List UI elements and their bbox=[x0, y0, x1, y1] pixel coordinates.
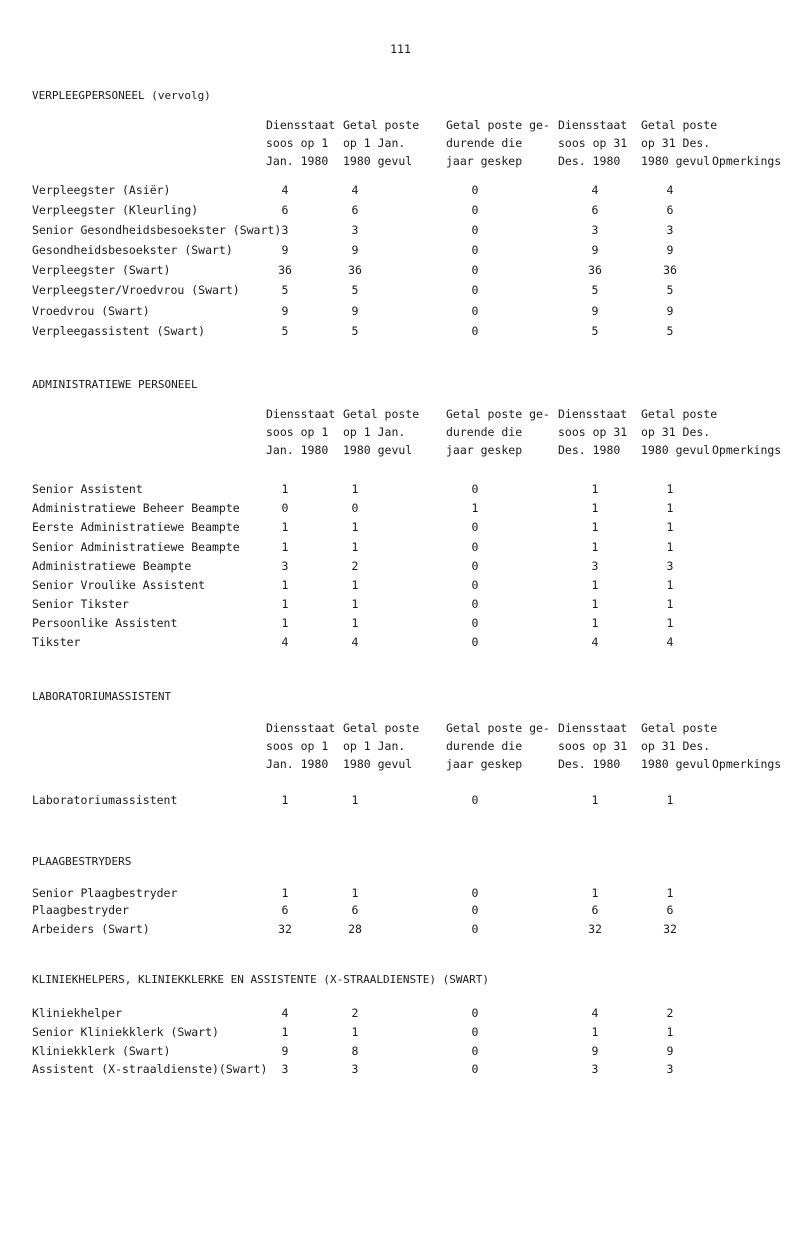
cell-value: 0 bbox=[471, 886, 479, 900]
row-label: Senior Gesondheidsbesoekster (Swart) bbox=[32, 223, 282, 237]
row-label: Kliniekklerk (Swart) bbox=[32, 1044, 171, 1058]
column-header-line: Getal poste ge- bbox=[446, 407, 550, 421]
column-header-line: Opmerkings bbox=[712, 154, 782, 168]
cell-value: 1 bbox=[591, 886, 599, 900]
cell-value: 0 bbox=[471, 540, 479, 554]
column-header-line: Getal poste bbox=[343, 118, 420, 132]
column-header-line: Getal poste bbox=[641, 407, 718, 421]
row-label: Verpleegassistent (Swart) bbox=[32, 324, 206, 338]
table-row bbox=[0, 616, 801, 635]
cell-value: 0 bbox=[471, 578, 479, 592]
column-header-line: Diensstaat bbox=[266, 118, 336, 132]
cell-value: 3 bbox=[591, 223, 599, 237]
cell-value: 0 bbox=[471, 903, 479, 917]
cell-value: 4 bbox=[281, 1006, 289, 1020]
column-header-line: Getal poste bbox=[343, 407, 420, 421]
cell-value: 3 bbox=[281, 1062, 289, 1076]
cell-value: 1 bbox=[591, 501, 599, 515]
cell-value: 9 bbox=[666, 304, 674, 318]
cell-value: 0 bbox=[471, 482, 479, 496]
table-row bbox=[0, 559, 801, 578]
row-label: Senior Administratiewe Beampte bbox=[32, 540, 240, 554]
column-header-line: 1980 gevul bbox=[343, 443, 413, 457]
table-row bbox=[0, 263, 801, 282]
cell-value: 9 bbox=[281, 304, 289, 318]
cell-value: 0 bbox=[471, 1006, 479, 1020]
cell-value: 4 bbox=[591, 183, 599, 197]
column-header-line: soos op 31 bbox=[558, 739, 628, 753]
cell-value: 2 bbox=[351, 559, 359, 573]
cell-value: 9 bbox=[591, 304, 599, 318]
column-header-line: soos op 1 bbox=[266, 136, 329, 150]
column-header-line: durende die bbox=[446, 136, 523, 150]
column-header-line: Opmerkings bbox=[712, 443, 782, 457]
cell-value: 4 bbox=[591, 1006, 599, 1020]
column-header-line: 1980 gevul bbox=[641, 154, 711, 168]
cell-value: 5 bbox=[666, 324, 674, 338]
column-header-line: soos op 31 bbox=[558, 425, 628, 439]
column-header-line: Getal poste bbox=[343, 721, 420, 735]
cell-value: 5 bbox=[351, 324, 359, 338]
cell-value: 0 bbox=[471, 1044, 479, 1058]
cell-value: 4 bbox=[666, 183, 674, 197]
cell-value: 4 bbox=[351, 635, 359, 649]
table-row bbox=[0, 1006, 801, 1025]
cell-value: 3 bbox=[591, 1062, 599, 1076]
cell-value: 0 bbox=[471, 597, 479, 611]
cell-value: 5 bbox=[591, 324, 599, 338]
column-header-line: soos op 1 bbox=[266, 739, 329, 753]
cell-value: 9 bbox=[281, 243, 289, 257]
row-label: Persoonlike Assistent bbox=[32, 616, 178, 630]
column-header-line: op 1 Jan. bbox=[343, 425, 406, 439]
cell-value: 3 bbox=[281, 559, 289, 573]
column-header-line: Diensstaat bbox=[558, 118, 628, 132]
table-row bbox=[0, 183, 801, 202]
cell-value: 36 bbox=[278, 263, 292, 277]
cell-value: 3 bbox=[666, 1062, 674, 1076]
cell-value: 9 bbox=[281, 1044, 289, 1058]
cell-value: 1 bbox=[281, 886, 289, 900]
row-label: Tikster bbox=[32, 635, 81, 649]
cell-value: 3 bbox=[591, 559, 599, 573]
cell-value: 1 bbox=[591, 793, 599, 807]
column-header-line: soos op 31 bbox=[558, 136, 628, 150]
cell-value: 1 bbox=[281, 520, 289, 534]
section-title: ADMINISTRATIEWE PERSONEEL bbox=[32, 378, 198, 391]
cell-value: 4 bbox=[281, 635, 289, 649]
row-label: Senior Vroulike Assistent bbox=[32, 578, 206, 592]
cell-value: 1 bbox=[281, 1025, 289, 1039]
cell-value: 1 bbox=[666, 540, 674, 554]
cell-value: 5 bbox=[281, 324, 289, 338]
table-row bbox=[0, 1025, 801, 1044]
cell-value: 1 bbox=[666, 1025, 674, 1039]
row-label: Senior Tikster bbox=[32, 597, 129, 611]
cell-value: 9 bbox=[351, 304, 359, 318]
cell-value: 4 bbox=[281, 183, 289, 197]
row-label: Senior Assistent bbox=[32, 482, 143, 496]
cell-value: 0 bbox=[471, 203, 479, 217]
section-title: KLINIEKHELPERS, KLINIEKKLERKE EN ASSISTENTE (X-STRAALDIENSTE) (SWART) bbox=[32, 973, 489, 986]
column-header-line: Opmerkings bbox=[712, 757, 782, 771]
cell-value: 0 bbox=[471, 1025, 479, 1039]
table-row bbox=[0, 793, 801, 812]
table-row bbox=[0, 1062, 801, 1081]
cell-value: 5 bbox=[666, 283, 674, 297]
cell-value: 1 bbox=[351, 520, 359, 534]
cell-value: 9 bbox=[666, 1044, 674, 1058]
cell-value: 1 bbox=[351, 540, 359, 554]
table-row bbox=[0, 243, 801, 262]
cell-value: 1 bbox=[666, 520, 674, 534]
cell-value: 0 bbox=[471, 520, 479, 534]
table-row bbox=[0, 922, 801, 941]
table-row bbox=[0, 635, 801, 654]
cell-value: 0 bbox=[471, 283, 479, 297]
column-header-line: 1980 gevul bbox=[343, 757, 413, 771]
cell-value: 2 bbox=[351, 1006, 359, 1020]
table-row bbox=[0, 578, 801, 597]
cell-value: 6 bbox=[351, 903, 359, 917]
cell-value: 0 bbox=[351, 501, 359, 515]
column-header-line: Diensstaat bbox=[266, 721, 336, 735]
cell-value: 1 bbox=[666, 501, 674, 515]
cell-value: 1 bbox=[351, 578, 359, 592]
cell-value: 36 bbox=[348, 263, 362, 277]
section-title: VERPLEEGPERSONEEL (vervolg) bbox=[32, 89, 211, 102]
cell-value: 0 bbox=[471, 183, 479, 197]
cell-value: 1 bbox=[351, 616, 359, 630]
column-header-line: op 31 Des. bbox=[641, 136, 711, 150]
row-label: Verpleegster (Kleurling) bbox=[32, 203, 199, 217]
row-label: Kliniekhelper bbox=[32, 1006, 123, 1020]
cell-value: 6 bbox=[591, 203, 599, 217]
cell-value: 0 bbox=[471, 635, 479, 649]
table-row bbox=[0, 283, 801, 302]
cell-value: 0 bbox=[471, 559, 479, 573]
column-header-line: Des. 1980 bbox=[558, 443, 621, 457]
cell-value: 6 bbox=[591, 903, 599, 917]
cell-value: 5 bbox=[281, 283, 289, 297]
column-header-line: Getal poste bbox=[641, 118, 718, 132]
cell-value: 0 bbox=[471, 793, 479, 807]
cell-value: 6 bbox=[666, 903, 674, 917]
table-row bbox=[0, 540, 801, 559]
cell-value: 4 bbox=[591, 635, 599, 649]
cell-value: 32 bbox=[663, 922, 677, 936]
cell-value: 0 bbox=[471, 304, 479, 318]
cell-value: 0 bbox=[471, 616, 479, 630]
column-header-line: jaar geskep bbox=[446, 154, 523, 168]
column-header-line: soos op 1 bbox=[266, 425, 329, 439]
cell-value: 32 bbox=[278, 922, 292, 936]
table-row bbox=[0, 203, 801, 222]
column-header-line: 1980 gevul bbox=[641, 757, 711, 771]
row-label: Verpleegster/Vroedvrou (Swart) bbox=[32, 283, 240, 297]
row-label: Arbeiders (Swart) bbox=[32, 922, 150, 936]
column-header-line: Getal poste bbox=[641, 721, 718, 735]
cell-value: 36 bbox=[663, 263, 677, 277]
column-header-line: Jan. 1980 bbox=[266, 757, 329, 771]
row-label: Administratiewe Beheer Beampte bbox=[32, 501, 240, 515]
cell-value: 0 bbox=[471, 223, 479, 237]
row-label: Vroedvrou (Swart) bbox=[32, 304, 150, 318]
cell-value: 3 bbox=[666, 223, 674, 237]
table-row bbox=[0, 324, 801, 343]
column-header-line: 1980 gevul bbox=[641, 443, 711, 457]
cell-value: 9 bbox=[591, 243, 599, 257]
table-row bbox=[0, 304, 801, 323]
cell-value: 9 bbox=[591, 1044, 599, 1058]
cell-value: 1 bbox=[281, 597, 289, 611]
column-header-line: Getal poste ge- bbox=[446, 721, 550, 735]
row-label: Senior Kliniekklerk (Swart) bbox=[32, 1025, 219, 1039]
table-row bbox=[0, 520, 801, 539]
row-label: Plaagbestryder bbox=[32, 903, 129, 917]
column-header-line: op 1 Jan. bbox=[343, 739, 406, 753]
column-header-line: jaar geskep bbox=[446, 443, 523, 457]
cell-value: 6 bbox=[281, 903, 289, 917]
column-header-line: op 31 Des. bbox=[641, 739, 711, 753]
cell-value: 0 bbox=[471, 324, 479, 338]
column-header-line: op 31 Des. bbox=[641, 425, 711, 439]
row-label: Assistent (X-straaldienste)(Swart) bbox=[32, 1062, 268, 1076]
row-label: Laboratoriumassistent bbox=[32, 793, 178, 807]
cell-value: 1 bbox=[666, 793, 674, 807]
column-header-line: Diensstaat bbox=[266, 407, 336, 421]
cell-value: 1 bbox=[666, 886, 674, 900]
column-header-line: durende die bbox=[446, 425, 523, 439]
row-label: Verpleegster (Swart) bbox=[32, 263, 171, 277]
cell-value: 5 bbox=[591, 283, 599, 297]
column-header-line: Des. 1980 bbox=[558, 154, 621, 168]
cell-value: 1 bbox=[351, 482, 359, 496]
cell-value: 1 bbox=[591, 1025, 599, 1039]
cell-value: 0 bbox=[281, 501, 289, 515]
section-title: LABORATORIUMASSISTENT bbox=[32, 690, 172, 703]
column-header-line: Des. 1980 bbox=[558, 757, 621, 771]
cell-value: 1 bbox=[471, 501, 479, 515]
cell-value: 28 bbox=[348, 922, 362, 936]
row-label: Eerste Administratiewe Beampte bbox=[32, 520, 240, 534]
cell-value: 1 bbox=[281, 616, 289, 630]
table-row bbox=[0, 903, 801, 922]
cell-value: 1 bbox=[351, 1025, 359, 1039]
cell-value: 6 bbox=[281, 203, 289, 217]
column-header-line: op 1 Jan. bbox=[343, 136, 406, 150]
cell-value: 1 bbox=[281, 793, 289, 807]
column-header-line: jaar geskep bbox=[446, 757, 523, 771]
cell-value: 0 bbox=[471, 263, 479, 277]
cell-value: 1 bbox=[591, 540, 599, 554]
cell-value: 1 bbox=[281, 578, 289, 592]
cell-value: 3 bbox=[351, 1062, 359, 1076]
cell-value: 0 bbox=[471, 1062, 479, 1076]
row-label: Gesondheidsbesoekster (Swart) bbox=[32, 243, 233, 257]
cell-value: 2 bbox=[666, 1006, 674, 1020]
table-row bbox=[0, 1044, 801, 1063]
cell-value: 4 bbox=[351, 183, 359, 197]
column-header-line: Jan. 1980 bbox=[266, 443, 329, 457]
cell-value: 1 bbox=[591, 597, 599, 611]
column-header-line: Diensstaat bbox=[558, 407, 628, 421]
cell-value: 1 bbox=[591, 616, 599, 630]
cell-value: 1 bbox=[351, 597, 359, 611]
column-header-line: durende die bbox=[446, 739, 523, 753]
cell-value: 3 bbox=[351, 223, 359, 237]
section-title: PLAAGBESTRYDERS bbox=[32, 855, 132, 868]
cell-value: 3 bbox=[666, 559, 674, 573]
column-header-line: 1980 gevul bbox=[343, 154, 413, 168]
table-row bbox=[0, 223, 801, 242]
cell-value: 6 bbox=[666, 203, 674, 217]
table-row bbox=[0, 501, 801, 520]
cell-value: 3 bbox=[281, 223, 289, 237]
cell-value: 8 bbox=[351, 1044, 359, 1058]
cell-value: 5 bbox=[351, 283, 359, 297]
table-row bbox=[0, 597, 801, 616]
cell-value: 0 bbox=[471, 922, 479, 936]
cell-value: 1 bbox=[591, 482, 599, 496]
cell-value: 1 bbox=[351, 886, 359, 900]
cell-value: 6 bbox=[351, 203, 359, 217]
row-label: Senior Plaagbestryder bbox=[32, 886, 178, 900]
cell-value: 0 bbox=[471, 243, 479, 257]
cell-value: 1 bbox=[666, 597, 674, 611]
cell-value: 1 bbox=[591, 520, 599, 534]
cell-value: 1 bbox=[281, 482, 289, 496]
column-header-line: Diensstaat bbox=[558, 721, 628, 735]
page-number: 111 bbox=[390, 42, 411, 56]
row-label: Administratiewe Beampte bbox=[32, 559, 192, 573]
table-row bbox=[0, 482, 801, 501]
column-header-line: Jan. 1980 bbox=[266, 154, 329, 168]
cell-value: 32 bbox=[588, 922, 602, 936]
cell-value: 1 bbox=[666, 578, 674, 592]
cell-value: 1 bbox=[281, 540, 289, 554]
cell-value: 1 bbox=[666, 616, 674, 630]
cell-value: 1 bbox=[666, 482, 674, 496]
cell-value: 36 bbox=[588, 263, 602, 277]
column-header-line: Getal poste ge- bbox=[446, 118, 550, 132]
row-label: Verpleegster (Asiër) bbox=[32, 183, 171, 197]
cell-value: 9 bbox=[666, 243, 674, 257]
cell-value: 1 bbox=[351, 793, 359, 807]
cell-value: 4 bbox=[666, 635, 674, 649]
cell-value: 1 bbox=[591, 578, 599, 592]
cell-value: 9 bbox=[351, 243, 359, 257]
